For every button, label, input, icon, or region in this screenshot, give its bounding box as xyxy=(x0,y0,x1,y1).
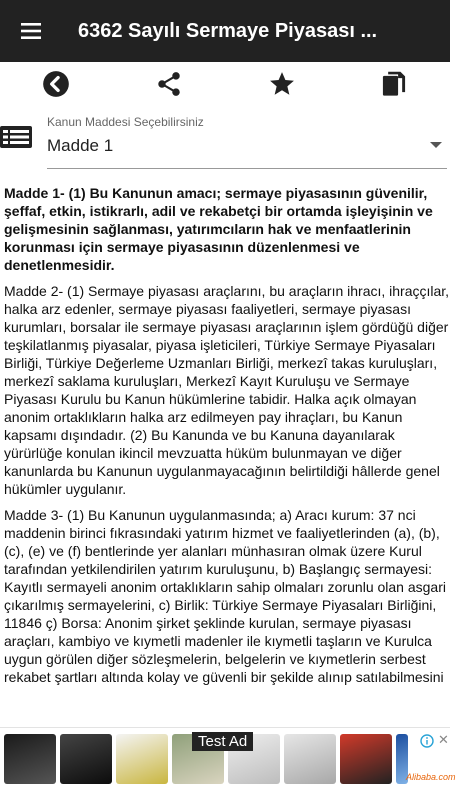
star-icon xyxy=(268,70,296,98)
favorite-button[interactable] xyxy=(266,68,298,100)
app-title: 6362 Sayılı Sermaye Piyasası ... xyxy=(78,19,378,42)
selector-caption: Kanun Maddesi Seçebilirsiniz xyxy=(47,115,204,129)
article-selector[interactable] xyxy=(0,110,450,165)
copy-button[interactable] xyxy=(378,68,410,100)
ad-brand: Alibaba.com xyxy=(406,772,456,782)
article-1-text: Madde 1- (1) Bu Kanunun amacı; sermaye piyasasının güvenilir, şeffaf, etkin, istikrarlı, adil ve rekabetçi bir ortamda işleyişinin ve gelişmesinin sağlanması, yatırımcıların hak ve menfaatlerinin korunması için sermaye piyasasının düzenlenmesi ve denetlenmesidir. xyxy=(4,185,433,273)
selector-underline xyxy=(47,168,447,169)
close-icon[interactable]: ✕ xyxy=(438,732,449,747)
law-text-content[interactable] xyxy=(4,184,450,720)
menu-icon xyxy=(19,19,43,43)
selected-article[interactable]: Madde 1 xyxy=(47,136,114,155)
ad-product-machine[interactable] xyxy=(340,734,392,784)
back-icon xyxy=(42,70,70,98)
ad-product-bicycle[interactable] xyxy=(116,734,168,784)
menu-button[interactable] xyxy=(0,0,62,62)
article-2-text: Madde 2- (1) Sermaye piyasası araçlarını, bu araçların ihracı, ihraççılar, halka arz edenler, sermaye piyasası faaliyetleri, sermaye piyasası kurumları, borsalar ile sermaye piyasası araçlarının işlem gördüğü diğer teşkilatlanmış piyasalar, piyasa işleticileri, Türkiye Sermaye Piyasaları Birliği, Türkiye Değerleme Uzmanları Birliği, merkezî takas kuruluşları, merkezî saklama kuruluşları, Merkezî Kayıt Kuruluşu ve Sermaye Piyasası Kurulu bu Kanun hükümlerine tabidir. Halka açık olmayan anonim ortaklıkların halka arz edilmeyen pay ihraçları, bu Kanun kapsamı dışındadır. (2) Bu Kanunda ve bu Kanuna dayanılarak yürürlüğe konulan ikincil mevzuatta hüküm bulunmayan ve diğer kanunlarda bu Kanunun uygulanmayacağının belirtildiği hâllerde genel hükümler uygulanır. xyxy=(4,283,450,497)
copy-icon xyxy=(380,70,408,98)
back-button[interactable] xyxy=(40,68,72,100)
ad-info-icon[interactable] xyxy=(420,734,434,748)
ad-banner[interactable] xyxy=(0,727,456,800)
ad-product-router[interactable] xyxy=(4,734,56,784)
share-button[interactable] xyxy=(153,68,185,100)
app-bar xyxy=(0,0,450,62)
article-3-text: Madde 3- (1) Bu Kanunun uygulanmasında; a) Aracı kurum: 37 nci maddenin birinci fıkrasındaki yatırım hizmet ve faaliyetlerinden (a), (b), (c), (e) ve (f) bentlerinde yer alanları münhasıran olmak üzere Kurul tarafından yetkilendirilen yatırım kuruluşunu, b) Başlangıç sermayesi: Kayıtlı sermayeli anonim ortaklıkların sahip olmaları zorunlu olan asgari çıkarılmış sermayelerini, c) Birlik: Türkiye Sermaye Piyasaları Birliğini, 11846 ç) Borsa: Anonim şirket şeklinde kurulan, sermaye piyasası araçları, kambiyo ve kıymetli madenler ile kıymetli taşların ve Kurulca uygun görülen diğer sözleşmelerin, belgelerin ve kıymetlerin serbest rekabet şartları altında kolay ve güvenli bir şekilde alınıp satılabilmesini xyxy=(4,507,446,685)
list-icon xyxy=(0,124,32,150)
action-toolbar xyxy=(0,62,450,106)
ad-label: Test Ad xyxy=(192,732,253,751)
dropdown-arrow-icon[interactable] xyxy=(430,142,442,148)
share-icon xyxy=(155,70,183,98)
ad-product-kiosk[interactable] xyxy=(284,734,336,784)
ad-product-cloth[interactable] xyxy=(60,734,112,784)
